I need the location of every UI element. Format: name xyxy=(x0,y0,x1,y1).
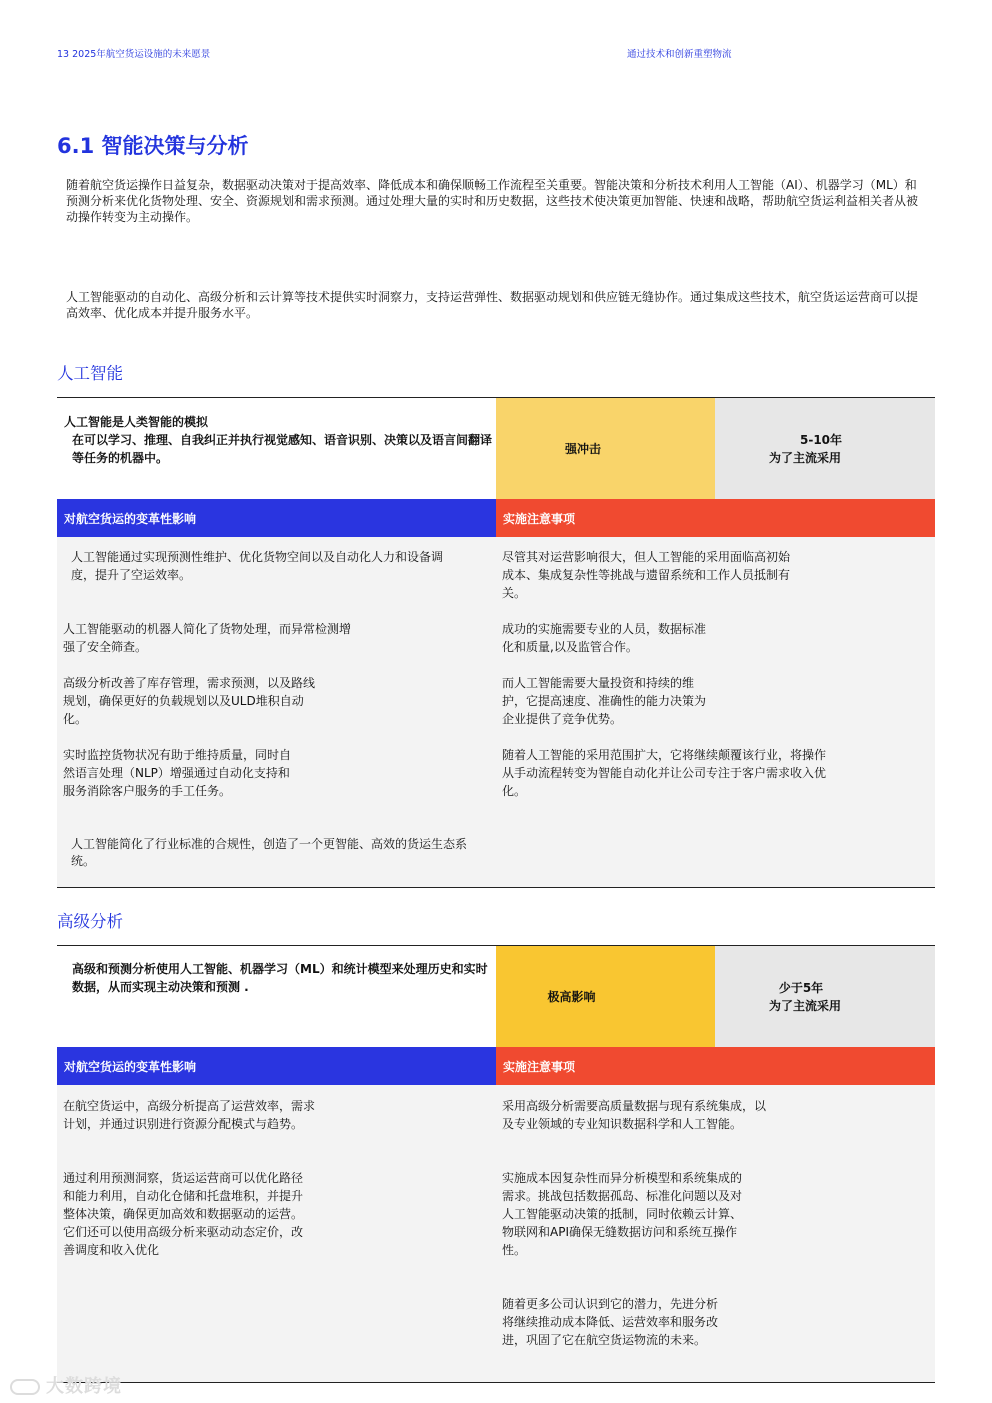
ai-adoption-note: 为了主流采用 xyxy=(768,450,841,465)
ai-impact-item: 人工智能通过实现预测性维护、优化货物空间以及自动化人力和设备调度，提升了空运效率。 xyxy=(71,550,444,582)
header-doc-subtitle: 通过技术和创新重塑物流 xyxy=(627,49,732,60)
analytics-impact-item: 通过利用预测洞察，货运运营商可以优化路径和能力利用，自动化仓储和托盘堆积，并提升整体决策，确保更加高效和数据驱动的运营。它们还可以使用高级分析来驱动动态定价，改善调度和收入优化 xyxy=(63,1171,304,1257)
intro-paragraph-1: 随着航空货运操作日益复杂，数据驱动决策对于提高效率、降低成本和确保顺畅工作流程至关重要。智能决策和分析技术利用人工智能（AI）、机器学习（ML）和预测分析来优化货物处理、安全、资源规划和需求预测。通过处理大量的实时和历史数据，这些技术使决策更加智能、快速和战略，帮助航空货运利益相关者从被动操作转变为主动操作。 xyxy=(66,178,919,224)
ai-adoption-years: 5-10年 xyxy=(799,432,843,447)
ai-consideration-item: 随着人工智能的采用范围扩大，它将继续颠覆该行业，将操作从手动流程转变为智能自动化并让公司专注于客户需求收入优化。 xyxy=(502,748,827,798)
ai-adoption-cell xyxy=(715,398,935,499)
analytics-impact-cell xyxy=(496,946,715,1047)
analytics-definition-text: 高级和预测分析使用人工智能、机器学习（ML）和统计模型来处理历史和实时数据，从而实现主动决策和预测 . xyxy=(72,962,488,994)
analytics-considerations-header: 实施注意事项 xyxy=(496,1047,935,1085)
analytics-adoption-note: 为了主流采用 xyxy=(768,998,841,1013)
analytics-adoption-years: 少于5年 xyxy=(778,980,824,995)
intro-paragraph-2: 人工智能驱动的自动化、高级分析和云计算等技术提供实时洞察力，支持运营弹性、数据驱动规划和供应链无缝协作。通过集成这些技术，航空货运运营商可以提高效率、优化成本并提升服务水平。 xyxy=(66,290,919,320)
divider xyxy=(57,1382,935,1383)
ai-impact-item: 人工智能驱动的机器人简化了货物处理，而异常检测增强了安全筛查。 xyxy=(63,622,352,654)
ai-impact-item: 高级分析改善了库存管理，需求预测，以及路线规划，确保更好的负载规划以及ULD堆积自动化。 xyxy=(63,676,316,726)
analytics-impact-label: 极高影响 xyxy=(547,989,596,1004)
analytics-consideration-item: 实施成本因复杂性而异分析模型和系统集成的需求。挑战包括数据孤岛、标准化问题以及对人工智能驱动决策的抵制，同时依赖云计算、物联网和API确保无缝数据访问和系统互操作性。 xyxy=(502,1171,743,1257)
ai-definition-cell xyxy=(57,398,496,499)
ai-definition-text: 在可以学习、推理、自我纠正并执行视觉感知、语音识别、决策以及语言间翻译等任务的机器中。 xyxy=(72,433,493,465)
analytics-heading: 高级分析 xyxy=(57,912,123,931)
analytics-adoption-cell xyxy=(715,946,935,1047)
ai-impact-item: 实时监控货物状况有助于维持质量，同时自然语言处理（NLP）增强通过自动化支持和服务消除客户服务的手工任务。 xyxy=(63,748,292,798)
analytics-impact-header: 对航空货运的变革性影响 xyxy=(57,1047,496,1085)
ai-considerations-header: 实施注意事项 xyxy=(496,499,935,537)
watermark xyxy=(10,1372,122,1398)
ai-consideration-item: 尽管其对运营影响很大，但人工智能的采用面临高初始成本、集成复杂性等挑战与遗留系统和工作人员抵制有关。 xyxy=(502,550,791,600)
analytics-impact-item: 在航空货运中，高级分析提高了运营效率，需求计划，并通过识别进行资源分配模式与趋势。 xyxy=(63,1099,316,1131)
watermark-logo-icon xyxy=(10,1379,40,1395)
ai-impact-cell xyxy=(496,398,715,499)
divider xyxy=(57,887,935,888)
ai-consideration-item: 而人工智能需要大量投资和持续的维护，它提高速度、准确性的能力决策为企业提供了竞争优势。 xyxy=(502,676,707,726)
analytics-definition-cell xyxy=(57,946,496,1047)
ai-impact-item: 人工智能简化了行业标准的合规性，创造了一个更智能、高效的货运生态系统。 xyxy=(71,837,468,868)
ai-definition-body xyxy=(72,431,494,467)
ai-heading: 人工智能 xyxy=(57,364,123,383)
ai-impact-label: 强冲击 xyxy=(564,441,601,456)
ai-impact-header: 对航空货运的变革性影响 xyxy=(57,499,496,537)
ai-definition-title: 人工智能是人类智能的模拟 xyxy=(64,415,209,429)
header-doc-title: 13 2025年航空货运设施的未来愿景 xyxy=(57,49,211,60)
watermark-text: 大数跨境 xyxy=(46,1376,122,1397)
ai-consideration-item: 成功的实施需要专业的人员，数据标准化和质量,以及监管合作。 xyxy=(502,622,707,654)
analytics-consideration-item: 采用高级分析需要高质量数据与现有系统集成，以及专业领域的专业知识数据科学和人工智能。 xyxy=(502,1099,767,1131)
analytics-consideration-item: 随着更多公司认识到它的潜力，先进分析将继续推动成本降低、运营效率和服务改进，巩固了它在航空货运物流的未来。 xyxy=(502,1297,719,1347)
section-title: 6.1 智能决策与分析 xyxy=(57,134,249,158)
